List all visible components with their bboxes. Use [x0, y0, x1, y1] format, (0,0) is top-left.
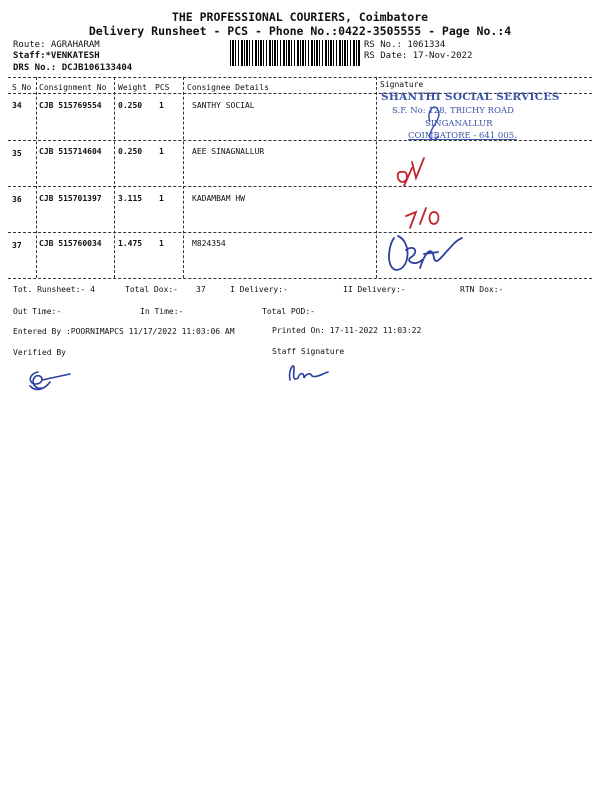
column-header-weight: Weight	[118, 83, 147, 92]
recipient-signature	[389, 236, 462, 270]
drs-number: DRS No.: DCJB106133404	[13, 63, 133, 73]
row-pcs: 1	[159, 101, 164, 110]
row-sno: 34	[12, 101, 22, 110]
verifier-signature	[24, 366, 84, 396]
row-consignment: CJB 515701397	[39, 194, 102, 203]
out-time: Out Time:-	[13, 307, 62, 316]
column-header-consignment: Consignment No	[39, 83, 107, 92]
row-consignment: CJB 515769554	[39, 101, 102, 110]
staff-signature-label: Staff Signature	[272, 347, 345, 356]
row-weight: 3.115	[118, 194, 143, 203]
column-divider	[114, 77, 115, 278]
row-sno: 36	[12, 195, 22, 204]
stamp-address: S.F. No: 128, TRICHY ROAD	[392, 106, 514, 116]
runsheet-subtitle: Delivery Runsheet - PCS - Phone No.:0422-3505555 - Page No.:4	[88, 24, 512, 38]
row-pcs: 1	[159, 239, 164, 248]
row-weight: 0.250	[118, 147, 143, 156]
row-consignee: KADAMBAM HW	[192, 194, 245, 203]
row-sno: 37	[12, 241, 22, 250]
total-dox-label: Total Dox:-	[125, 285, 178, 294]
handwritten-7-10-note	[406, 208, 439, 228]
row-weight: 0.250	[118, 101, 143, 110]
column-divider	[183, 77, 184, 278]
printed-on: Printed On: 17-11-2022 11:03:22	[272, 326, 422, 335]
stamp-city: COIMBATORE - 641 005.	[408, 131, 517, 141]
stamp-name: SHANTHI SOCIAL SERVICES	[381, 91, 560, 103]
row-pcs: 1	[159, 194, 164, 203]
row-pcs: 1	[159, 147, 164, 156]
total-runsheet: Tot. Runsheet:- 4	[13, 285, 95, 294]
row-consignee: M824354	[192, 239, 226, 248]
column-header-consignee: Consignee Details	[187, 83, 269, 92]
column-header-signature: Signature	[380, 80, 424, 89]
row-consignee: SANTHY SOCIAL	[192, 101, 255, 110]
in-time: In Time:-	[140, 307, 184, 316]
rs-date: RS Date: 17-Nov-2022	[364, 51, 473, 61]
stamp-area: SINGANALLUR	[425, 119, 493, 129]
ii-delivery: II Delivery:-	[343, 285, 406, 294]
rs-number: RS No.: 1061334	[364, 40, 446, 50]
entered-by: Entered By :POORNIMAPCS 11/17/2022 11:03:06 AM	[13, 327, 235, 336]
row-sno: 35	[12, 149, 22, 158]
table-top-rule	[8, 77, 592, 78]
route-label: Route: AGRAHARAM	[13, 40, 100, 50]
company-title: THE PROFESSIONAL COURIERS, Coimbatore	[171, 10, 429, 24]
verified-by-label: Verified By	[13, 348, 66, 357]
handwritten-on-note	[398, 158, 424, 186]
staff-label: Staff:*VENKATESH	[13, 51, 100, 61]
rtn-dox: RTN Dox:-	[460, 285, 504, 294]
total-pod: Total POD:-	[262, 307, 315, 316]
column-divider	[36, 77, 37, 278]
total-dox-value: 37	[196, 285, 206, 294]
row-weight: 1.475	[118, 239, 143, 248]
row-consignee: AEE SINAGNALLUR	[192, 147, 265, 156]
row-consignment: CJB 515714604	[39, 147, 102, 156]
signature-marks	[376, 90, 596, 280]
column-header-sno: S No	[12, 83, 32, 92]
i-delivery: I Delivery:-	[230, 285, 288, 294]
row-consignment: CJB 515760034	[39, 239, 102, 248]
barcode-image	[230, 40, 360, 66]
staff-signature	[284, 360, 334, 386]
column-header-pcs: PCS	[155, 83, 170, 92]
stamp-signature-scribble	[429, 107, 439, 140]
